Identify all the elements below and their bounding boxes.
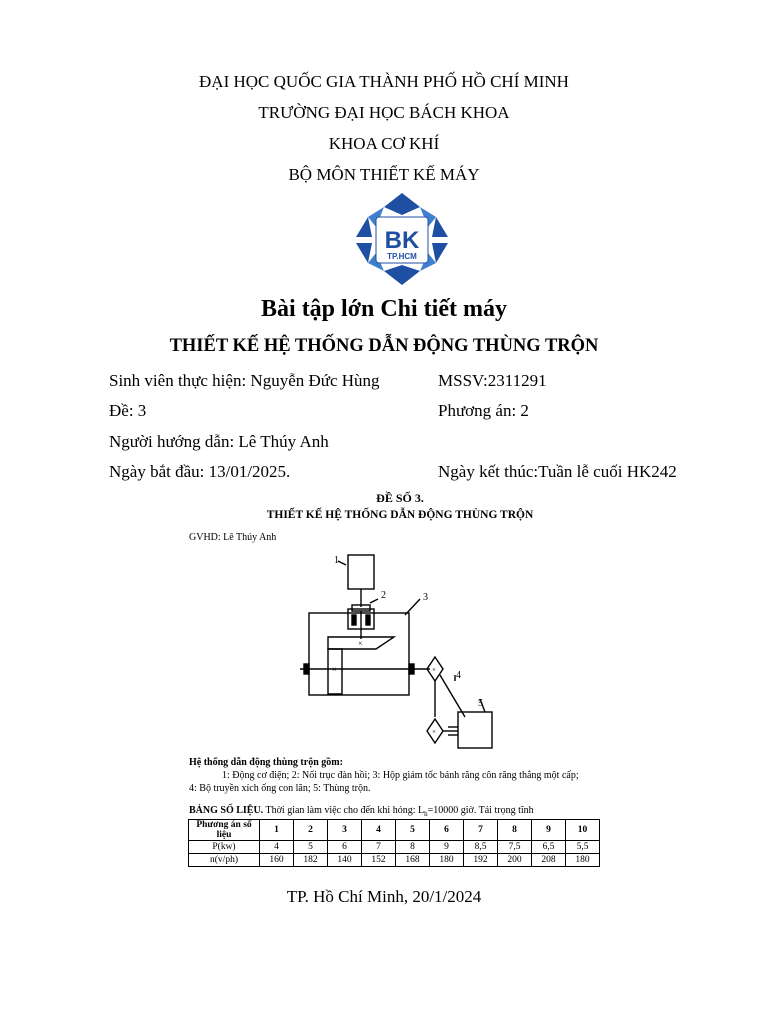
table-cell: 182 [294,854,328,867]
table-col: 7 [464,820,498,841]
table-caption-bold: BẢNG SỐ LIỆU. [189,805,264,816]
svg-text:×: × [358,639,363,648]
bk-logo [354,193,450,285]
system-title: Hệ thống dẫn động thùng trộn gồm: [189,757,343,768]
end-date: Ngày kết thúc:Tuần lễ cuối HK242 [438,462,677,481]
start-date: Ngày bắt đầu: 13/01/2025. [109,462,291,481]
university-name: ĐẠI HỌC QUỐC GIA THÀNH PHỐ HỒ CHÍ MINH [199,72,569,91]
table-cell: 7,5 [498,841,532,854]
school-name: TRƯỜNG ĐẠI HỌC BÁCH KHOA [258,103,510,122]
table-cell: 8 [396,841,430,854]
table-cell: 180 [430,854,464,867]
table-cell: 160 [260,854,294,867]
label-1: 1 [334,555,339,566]
table-caption [189,805,534,818]
table-cell: 168 [396,854,430,867]
logo-main-text: BK [384,227,420,254]
table-col: 3 [328,820,362,841]
table-cell: 6,5 [532,841,566,854]
student-name: Sinh viên thực hiện: Nguyễn Đức Hùng [109,371,380,390]
logo-sub-text: TP.HCM [387,252,417,261]
place-date: TP. Hồ Chí Minh, 20/1/2024 [286,887,482,906]
table-cell: 208 [532,854,566,867]
table-row [189,854,600,867]
table-cell: 200 [498,854,532,867]
table-col: 10 [566,820,600,841]
table-cell: 140 [328,854,362,867]
svg-text:×: × [332,665,337,674]
table-col: 4 [362,820,396,841]
table-caption-text: Thời gian làm việc cho đến khi hỏng: L [265,805,425,816]
table-row [189,841,600,854]
svg-text:×: × [432,666,436,674]
report-title: Bài tập lớn Chi tiết máy [261,296,507,322]
table-cell: 9 [430,841,464,854]
system-line-2: 4: Bộ truyền xích ống con lăn; 5: Thùng trộn. [189,783,371,794]
label-3: 3 [423,592,428,603]
table-caption-end: =10000 giờ. Tải trọng tĩnh [427,805,534,816]
figure-heading: ĐỀ SỐ 3. [376,491,424,505]
table-col: 9 [532,820,566,841]
table-cell: 4 [260,841,294,854]
table-cell: 152 [362,854,396,867]
label-4: 4 [456,670,461,681]
table-col: 8 [498,820,532,841]
student-id: MSSV:2311291 [438,371,547,390]
system-line-1: 1: Động cơ điện; 2: Nối trục đàn hồi; 3: Hộp giảm tốc bánh răng côn răng thẳng một cấp; [222,770,579,781]
row-label: n(v/ph) [189,854,260,867]
table-header-label: Phương án số liệu [189,820,260,841]
assignment-figure [180,489,620,869]
data-table [188,819,600,867]
option-number: Phương án: 2 [438,401,529,420]
table-caption-sub: h [424,810,428,818]
table-cell: 7 [362,841,396,854]
figure-subheading: THIẾT KẾ HỆ THỐNG DẪN ĐỘNG THÙNG TRỘN [266,509,534,521]
table-header-row [189,820,600,841]
table-col: 1 [260,820,294,841]
drive-system-schematic [180,549,620,749]
label-5: 5 [478,698,483,709]
table-cell: 5,5 [566,841,600,854]
svg-text:×: × [432,728,436,736]
table-col: 6 [430,820,464,841]
figure-gvhd: GVHD: Lê Thúy Anh [189,532,277,543]
advisor-name: Người hướng dẫn: Lê Thúy Anh [109,432,329,451]
table-cell: 192 [464,854,498,867]
table-cell: 5 [294,841,328,854]
assignment-number: Đề: 3 [109,401,147,420]
table-cell: 180 [566,854,600,867]
table-cell: 6 [328,841,362,854]
department-name: BỘ MÔN THIẾT KẾ MÁY [288,165,480,184]
table-col: 2 [294,820,328,841]
label-2: 2 [381,590,386,601]
row-label: P(kw) [189,841,260,854]
report-subtitle: THIẾT KẾ HỆ THỐNG DẪN ĐỘNG THÙNG TRỘN [169,336,599,356]
faculty-name: KHOA CƠ KHÍ [328,134,440,153]
table-cell: 8,5 [464,841,498,854]
table-col: 5 [396,820,430,841]
